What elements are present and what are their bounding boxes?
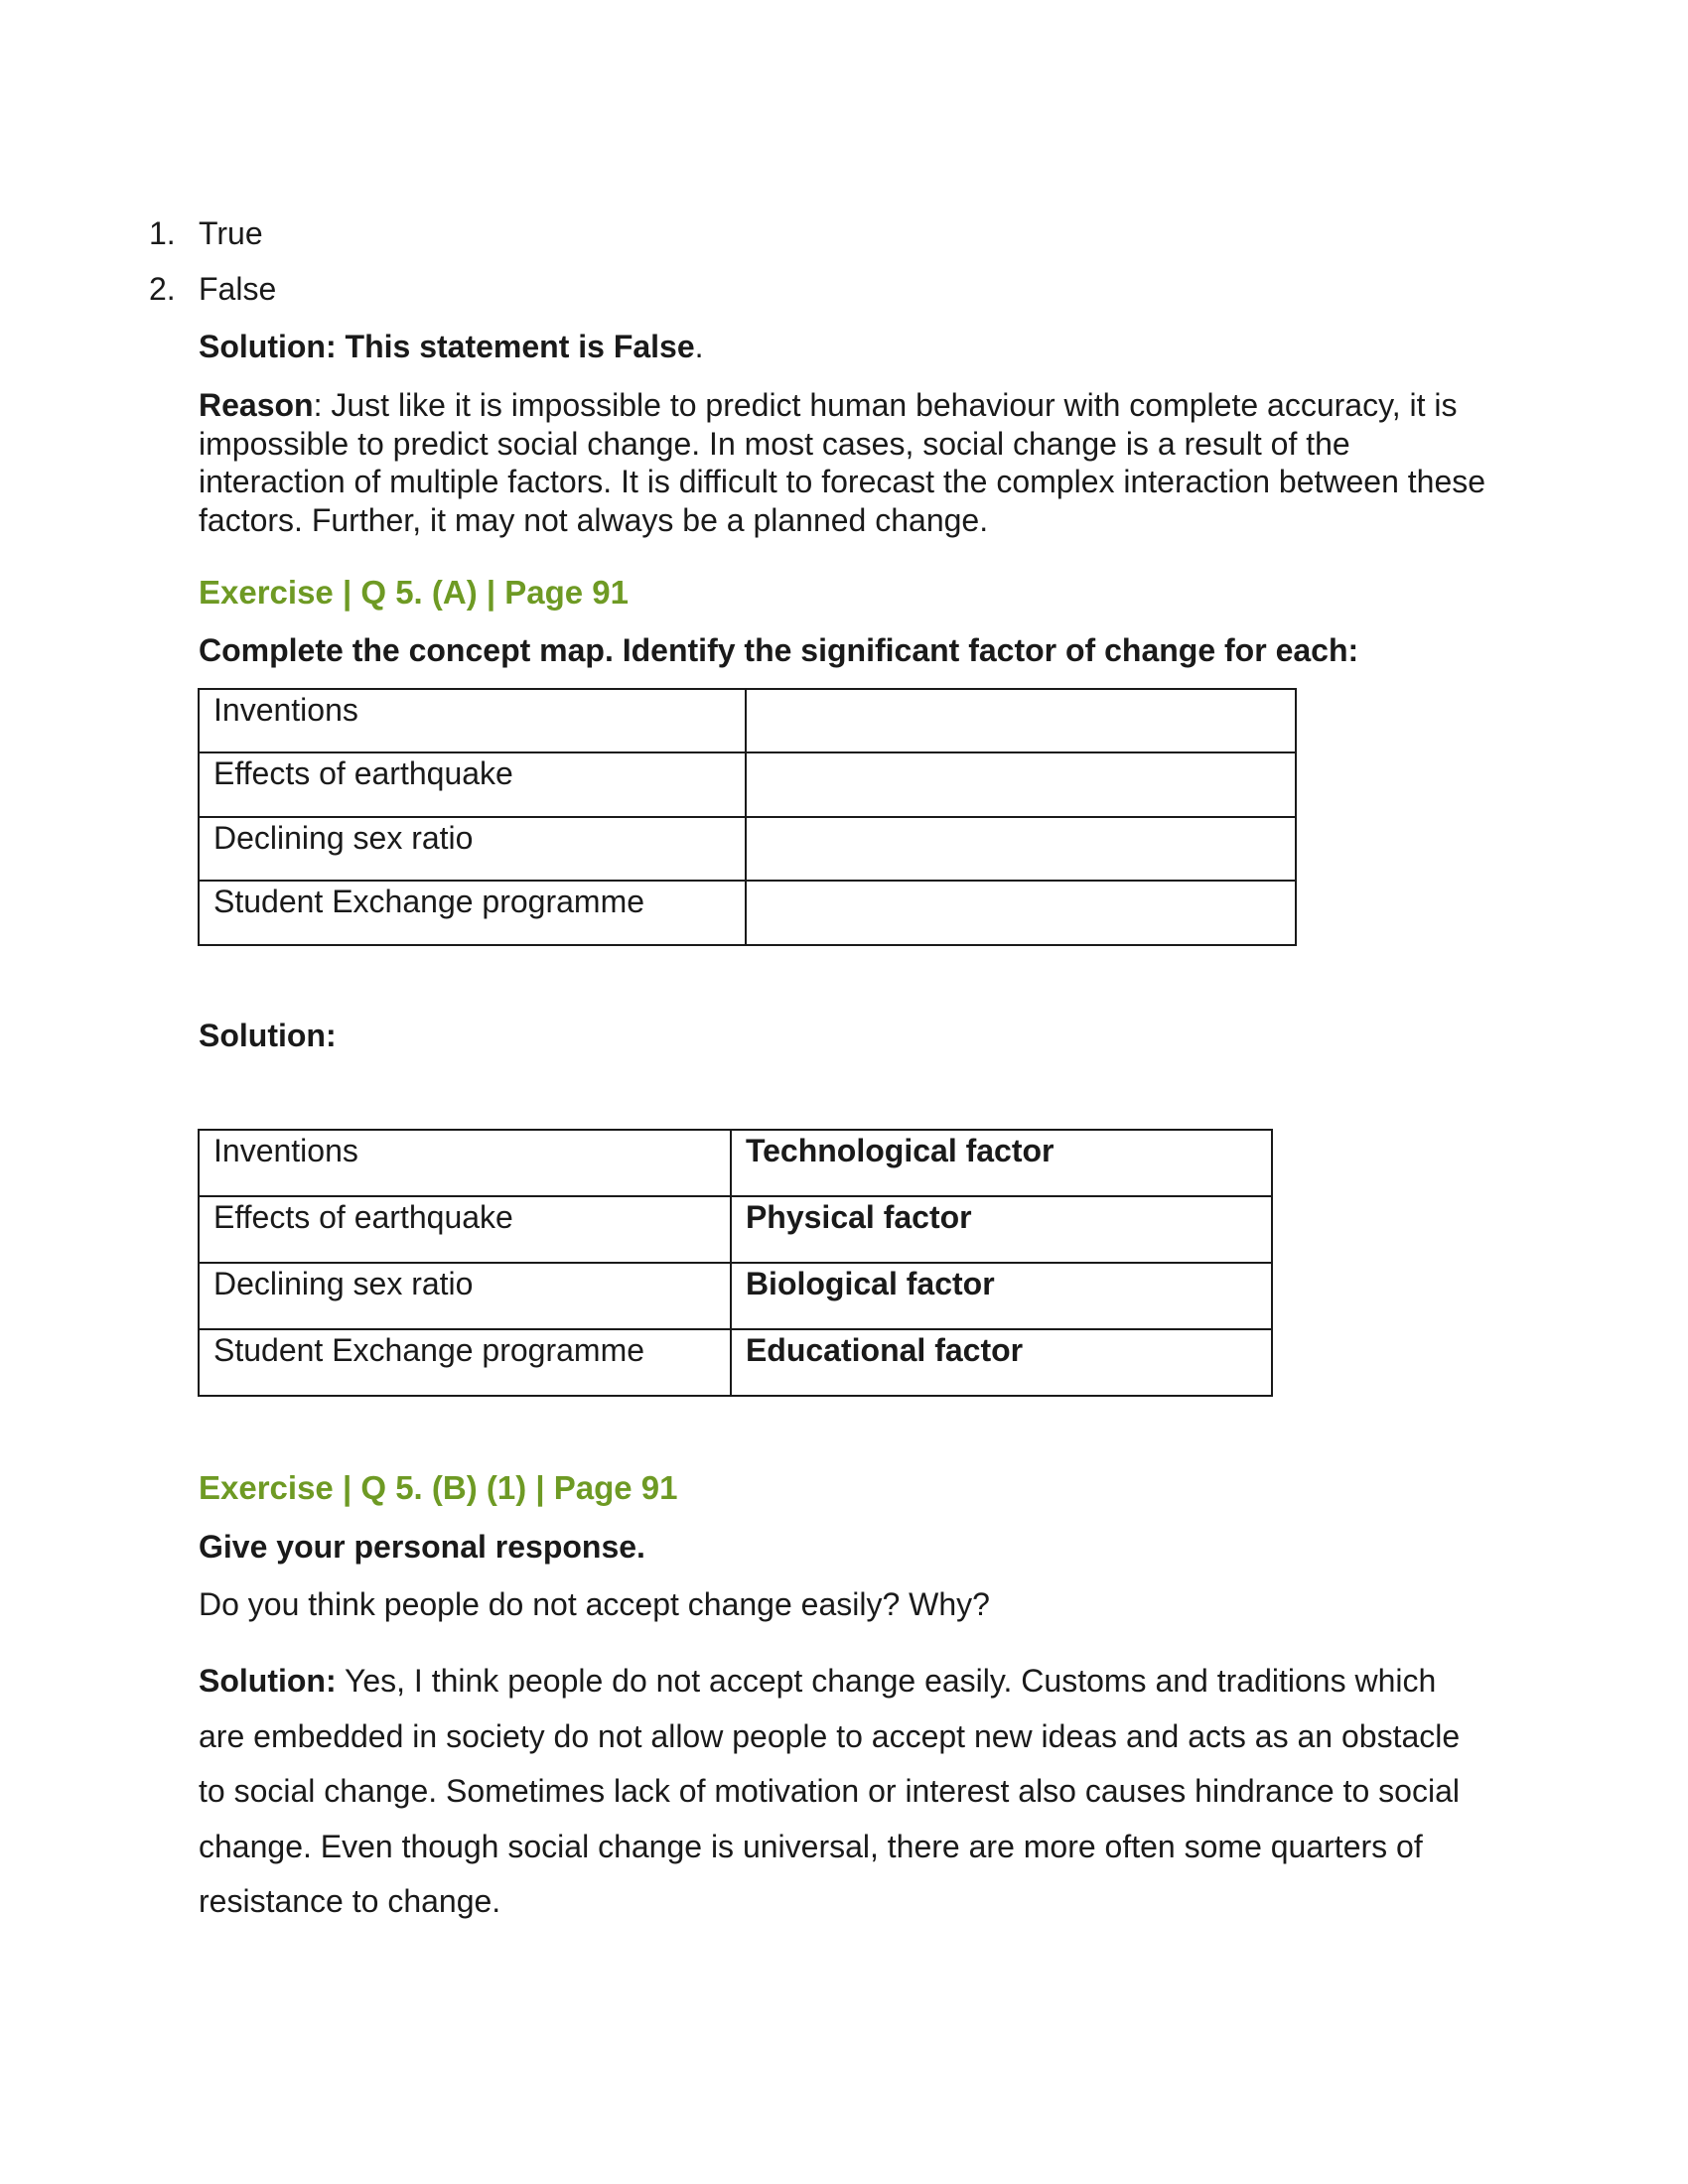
option-number: 2. — [149, 271, 176, 307]
table-cell-item: Effects of earthquake — [199, 752, 746, 817]
option-text: True — [199, 215, 263, 251]
solution-table — [198, 1129, 1273, 1397]
table-row — [199, 1329, 1272, 1396]
option-item-1 — [0, 213, 397, 253]
solution-text-b: Yes, I think people do not accept change easily. Customs and traditions which are embedded in society do not allow people to accept new ideas and acts as an obstacle to social change. Sometimes lack of motivation or interest also causes hindrance to social change. Even though social change is universal, there are more often some quarters of resistance to change. — [199, 1663, 1461, 1919]
table-row — [199, 752, 1296, 817]
table-cell-answer — [746, 752, 1296, 817]
solution-statement-period: . — [694, 329, 704, 364]
solution-statement-text: Solution: This statement is False — [199, 329, 695, 364]
exercise-a-question: Complete the concept map. Identify the significant factor of change for each: — [199, 632, 1359, 668]
exercise-b-solution — [199, 1654, 1489, 1930]
table-row — [199, 1263, 1272, 1329]
exercise-a-title: Exercise | Q 5. (A) | Page 91 — [199, 574, 630, 611]
table-cell-item: Effects of earthquake — [199, 1196, 731, 1263]
exercise-b-heading: Give your personal response. — [199, 1529, 645, 1565]
table-row — [199, 689, 1296, 752]
table-row — [199, 1196, 1272, 1263]
table-cell-item: Declining sex ratio — [199, 817, 746, 881]
option-text: False — [199, 271, 277, 307]
table-cell-answer: Biological factor — [731, 1263, 1272, 1329]
solution-statement — [199, 328, 1489, 366]
table-cell-answer — [746, 817, 1296, 881]
table-row — [199, 881, 1296, 945]
table-cell-answer: Educational factor — [731, 1329, 1272, 1396]
table-cell-item: Declining sex ratio — [199, 1263, 731, 1329]
reason-text: : Just like it is impossible to predict human behaviour with complete accuracy, it is impossible to predict social change. In most cases, social change is a result of the interaction of multiple factors. It is difficult to forecast the complex interaction between these factors. Further, it may not always be a planned change. — [199, 387, 1486, 538]
table-cell-answer: Technological factor — [731, 1130, 1272, 1196]
table-cell-item: Inventions — [199, 1130, 731, 1196]
table-cell-item: Student Exchange programme — [199, 1329, 731, 1396]
reason-label: Reason — [199, 387, 314, 423]
table-cell-item: Inventions — [199, 689, 746, 752]
option-item-2 — [0, 269, 397, 309]
solution-label-b: Solution: — [199, 1663, 337, 1699]
exercise-b-question: Do you think people do not accept change easily? Why? — [199, 1586, 990, 1622]
table-cell-item: Student Exchange programme — [199, 881, 746, 945]
concept-map-table — [198, 688, 1297, 946]
reason-paragraph — [199, 386, 1489, 539]
exercise-b-title: Exercise | Q 5. (B) (1) | Page 91 — [199, 1469, 678, 1506]
table-cell-answer — [746, 881, 1296, 945]
table-row — [199, 1130, 1272, 1196]
table-cell-answer: Physical factor — [731, 1196, 1272, 1263]
table-cell-answer — [746, 689, 1296, 752]
option-number: 1. — [149, 215, 176, 251]
table-row — [199, 817, 1296, 881]
solution-label-a: Solution: — [199, 1018, 337, 1053]
